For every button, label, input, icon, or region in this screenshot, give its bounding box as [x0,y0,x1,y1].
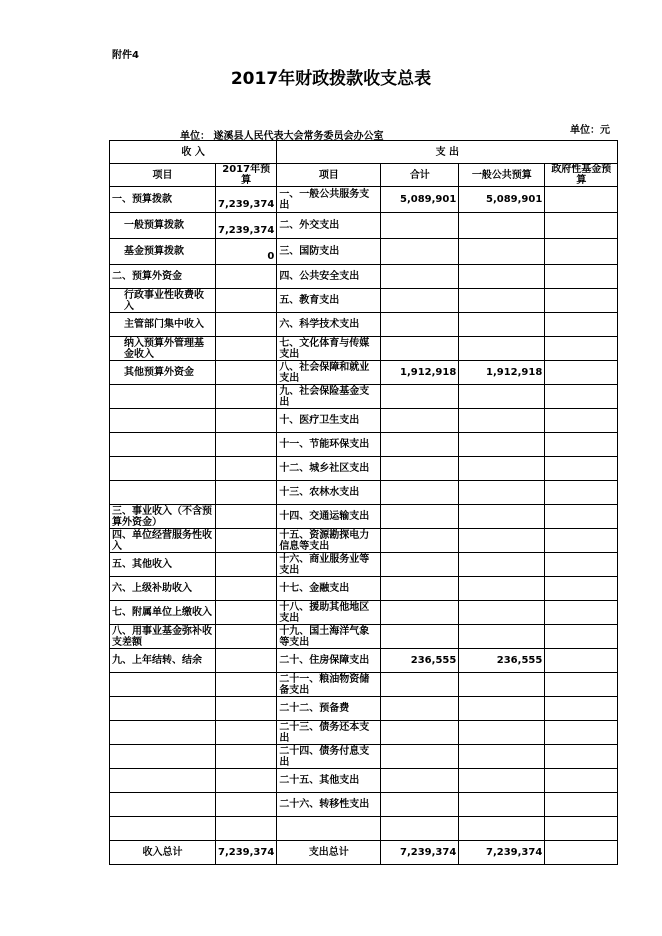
expense-header: 支 出 [277,141,618,164]
expense-general [459,721,545,745]
income-item [110,817,216,841]
table-row [110,793,618,817]
page-title: 2017年财政拨款收支总表 [230,69,432,89]
expense-total [381,769,459,793]
table-row [110,187,618,213]
income-budget: 0 [216,239,277,265]
expense-fund-total [545,841,618,865]
expense-total: 1,912,918 [381,361,459,385]
expense-item: 六、科学技术支出 [277,313,381,337]
expense-total [381,337,459,361]
income-item [110,697,216,721]
income-item: 八、用事业基金弥补收支差额 [110,625,216,649]
table-row [110,481,618,505]
income-budget [216,577,277,601]
expense-total [381,577,459,601]
expense-general: 1,912,918 [459,361,545,385]
col-ex-item: 项目 [277,164,381,187]
expense-total [381,601,459,625]
expense-item: 十、医疗卫生支出 [277,409,381,433]
expense-general [459,529,545,553]
income-item: 三、事业收入（不含预算外资金） [110,505,216,529]
income-item: 一般预算拨款 [110,213,216,239]
expense-total [381,385,459,409]
expense-fund [545,385,618,409]
expense-total [381,457,459,481]
expense-general [459,505,545,529]
income-budget: 7,239,374 [216,213,277,239]
income-item: 行政事业性收费收入 [110,289,216,313]
expense-fund [545,721,618,745]
table-row [110,577,618,601]
expense-item: 十三、农林水支出 [277,481,381,505]
expense-general [459,625,545,649]
income-total-label: 收入总计 [110,841,216,865]
expense-item: 八、社会保障和就业支出 [277,361,381,385]
income-item [110,433,216,457]
expense-general [459,313,545,337]
expense-item [277,817,381,841]
expense-item: 二十四、债务付息支出 [277,745,381,769]
col-budget2017: 2017年预算 [216,164,277,187]
expense-total [381,239,459,265]
expense-item: 七、文化体育与传媒支出 [277,337,381,361]
table-row [110,649,618,673]
income-item [110,385,216,409]
table-row [110,239,618,265]
expense-fund [545,769,618,793]
income-budget [216,337,277,361]
income-budget [216,553,277,577]
expense-item: 四、公共安全支出 [277,265,381,289]
income-budget [216,265,277,289]
expense-total [381,673,459,697]
expense-general [459,213,545,239]
income-budget [216,601,277,625]
expense-total [381,481,459,505]
table-row [110,529,618,553]
expense-general [459,457,545,481]
table-row [110,697,618,721]
income-item [110,721,216,745]
expense-total [381,625,459,649]
table-row [110,385,618,409]
finance-table [109,140,618,865]
unit-organization: 单位： 遂溪县人民代表大会常务委员会办公室 [180,131,384,142]
expense-total [381,745,459,769]
expense-fund [545,187,618,213]
income-item: 主管部门集中收入 [110,313,216,337]
expense-total: 5,089,901 [381,187,459,213]
expense-fund [545,213,618,239]
expense-general [459,289,545,313]
income-budget [216,793,277,817]
expense-general [459,817,545,841]
expense-general-total: 7,239,374 [459,841,545,865]
income-item: 一、预算拨款 [110,187,216,213]
expense-fund [545,529,618,553]
table-row [110,313,618,337]
expense-total [381,313,459,337]
income-item: 四、单位经营服务性收入 [110,529,216,553]
income-budget [216,649,277,673]
expense-fund [545,817,618,841]
expense-item: 九、社会保险基金支出 [277,385,381,409]
attachment-label: 附件4 [112,50,139,61]
expense-item: 十五、资源勘探电力信息等支出 [277,529,381,553]
expense-fund [545,457,618,481]
table-row [110,745,618,769]
income-total-value: 7,239,374 [216,841,277,865]
income-item [110,793,216,817]
income-item: 基金预算拨款 [110,239,216,265]
expense-fund [545,505,618,529]
expense-total [381,529,459,553]
expense-fund [545,625,618,649]
expense-fund [545,697,618,721]
expense-item: 二十三、债务还本支出 [277,721,381,745]
income-budget [216,289,277,313]
income-budget [216,313,277,337]
expense-general [459,697,545,721]
income-budget [216,745,277,769]
expense-general [459,409,545,433]
expense-fund [545,577,618,601]
income-budget [216,457,277,481]
expense-general [459,337,545,361]
expense-general [459,481,545,505]
expense-fund [545,289,618,313]
expense-general [459,601,545,625]
income-budget [216,625,277,649]
expense-general [459,793,545,817]
expense-total [381,505,459,529]
income-budget [216,433,277,457]
col-fund: 政府性基金预算 [545,164,618,187]
expense-general [459,433,545,457]
table-row [110,817,618,841]
table-row [110,673,618,697]
expense-fund [545,481,618,505]
table-row [110,505,618,529]
income-item [110,409,216,433]
expense-general [459,769,545,793]
expense-total [381,697,459,721]
expense-item: 十一、节能环保支出 [277,433,381,457]
income-item: 五、其他收入 [110,553,216,577]
expense-item: 二十一、粮油物资储备支出 [277,673,381,697]
expense-general [459,673,545,697]
expense-general [459,553,545,577]
expense-item: 十六、商业服务业等支出 [277,553,381,577]
expense-total [381,793,459,817]
income-budget [216,529,277,553]
income-item [110,457,216,481]
expense-fund [545,361,618,385]
income-budget: 7,239,374 [216,187,277,213]
expense-item: 二十二、预备费 [277,697,381,721]
expense-item: 一、一般公共服务支出 [277,187,381,213]
income-budget [216,817,277,841]
table-row [110,433,618,457]
expense-item: 十二、城乡社区支出 [277,457,381,481]
table-row [110,289,618,313]
expense-item: 十八、援助其他地区支出 [277,601,381,625]
expense-general: 5,089,901 [459,187,545,213]
expense-item: 十九、国土海洋气象等支出 [277,625,381,649]
income-item: 二、预算外资金 [110,265,216,289]
income-item [110,481,216,505]
expense-total [381,289,459,313]
expense-total [381,433,459,457]
expense-item: 二、外交支出 [277,213,381,239]
expense-total: 236,555 [381,649,459,673]
income-item: 其他预算外资金 [110,361,216,385]
col-total: 合计 [381,164,459,187]
expense-total [381,721,459,745]
expense-fund [545,649,618,673]
expense-general [459,265,545,289]
expense-fund [545,313,618,337]
income-budget [216,505,277,529]
expense-total-value: 7,239,374 [381,841,459,865]
expense-fund [545,793,618,817]
expense-total [381,409,459,433]
table-row [110,265,618,289]
expense-fund [545,265,618,289]
income-item [110,769,216,793]
expense-general: 236,555 [459,649,545,673]
expense-fund [545,337,618,361]
income-item [110,745,216,769]
expense-fund [545,673,618,697]
expense-general [459,385,545,409]
expense-item: 二十、住房保障支出 [277,649,381,673]
expense-item: 二十六、转移性支出 [277,793,381,817]
table-row [110,625,618,649]
income-budget [216,697,277,721]
expense-item: 十七、金融支出 [277,577,381,601]
table-row [110,361,618,385]
table-row [110,409,618,433]
expense-fund [545,409,618,433]
income-budget [216,409,277,433]
income-budget [216,769,277,793]
table-row [110,337,618,361]
income-budget [216,673,277,697]
income-item: 七、附属单位上缴收入 [110,601,216,625]
table-row [110,601,618,625]
table-row [110,457,618,481]
income-item: 六、上级补助收入 [110,577,216,601]
income-budget [216,481,277,505]
table-row [110,769,618,793]
col-in-item: 项目 [110,164,216,187]
table-row [110,213,618,239]
expense-general [459,239,545,265]
income-item: 九、上年结转、结余 [110,649,216,673]
expense-fund [545,433,618,457]
expense-general [459,577,545,601]
expense-fund [545,601,618,625]
income-budget [216,361,277,385]
unit-currency: 单位：元 [570,125,610,136]
expense-item: 三、国防支出 [277,239,381,265]
expense-general [459,745,545,769]
income-item [110,673,216,697]
expense-total [381,553,459,577]
income-item: 纳入预算外管理基金收入 [110,337,216,361]
income-budget [216,385,277,409]
expense-item: 十四、交通运输支出 [277,505,381,529]
income-budget [216,721,277,745]
expense-total [381,265,459,289]
expense-total-label: 支出总计 [277,841,381,865]
expense-total [381,817,459,841]
table-row [110,721,618,745]
expense-item: 二十五、其他支出 [277,769,381,793]
expense-fund [545,553,618,577]
expense-fund [545,745,618,769]
table-row [110,553,618,577]
col-general: 一般公共预算 [459,164,545,187]
expense-item: 五、教育支出 [277,289,381,313]
expense-fund [545,239,618,265]
expense-total [381,213,459,239]
income-header: 收 入 [110,141,277,164]
